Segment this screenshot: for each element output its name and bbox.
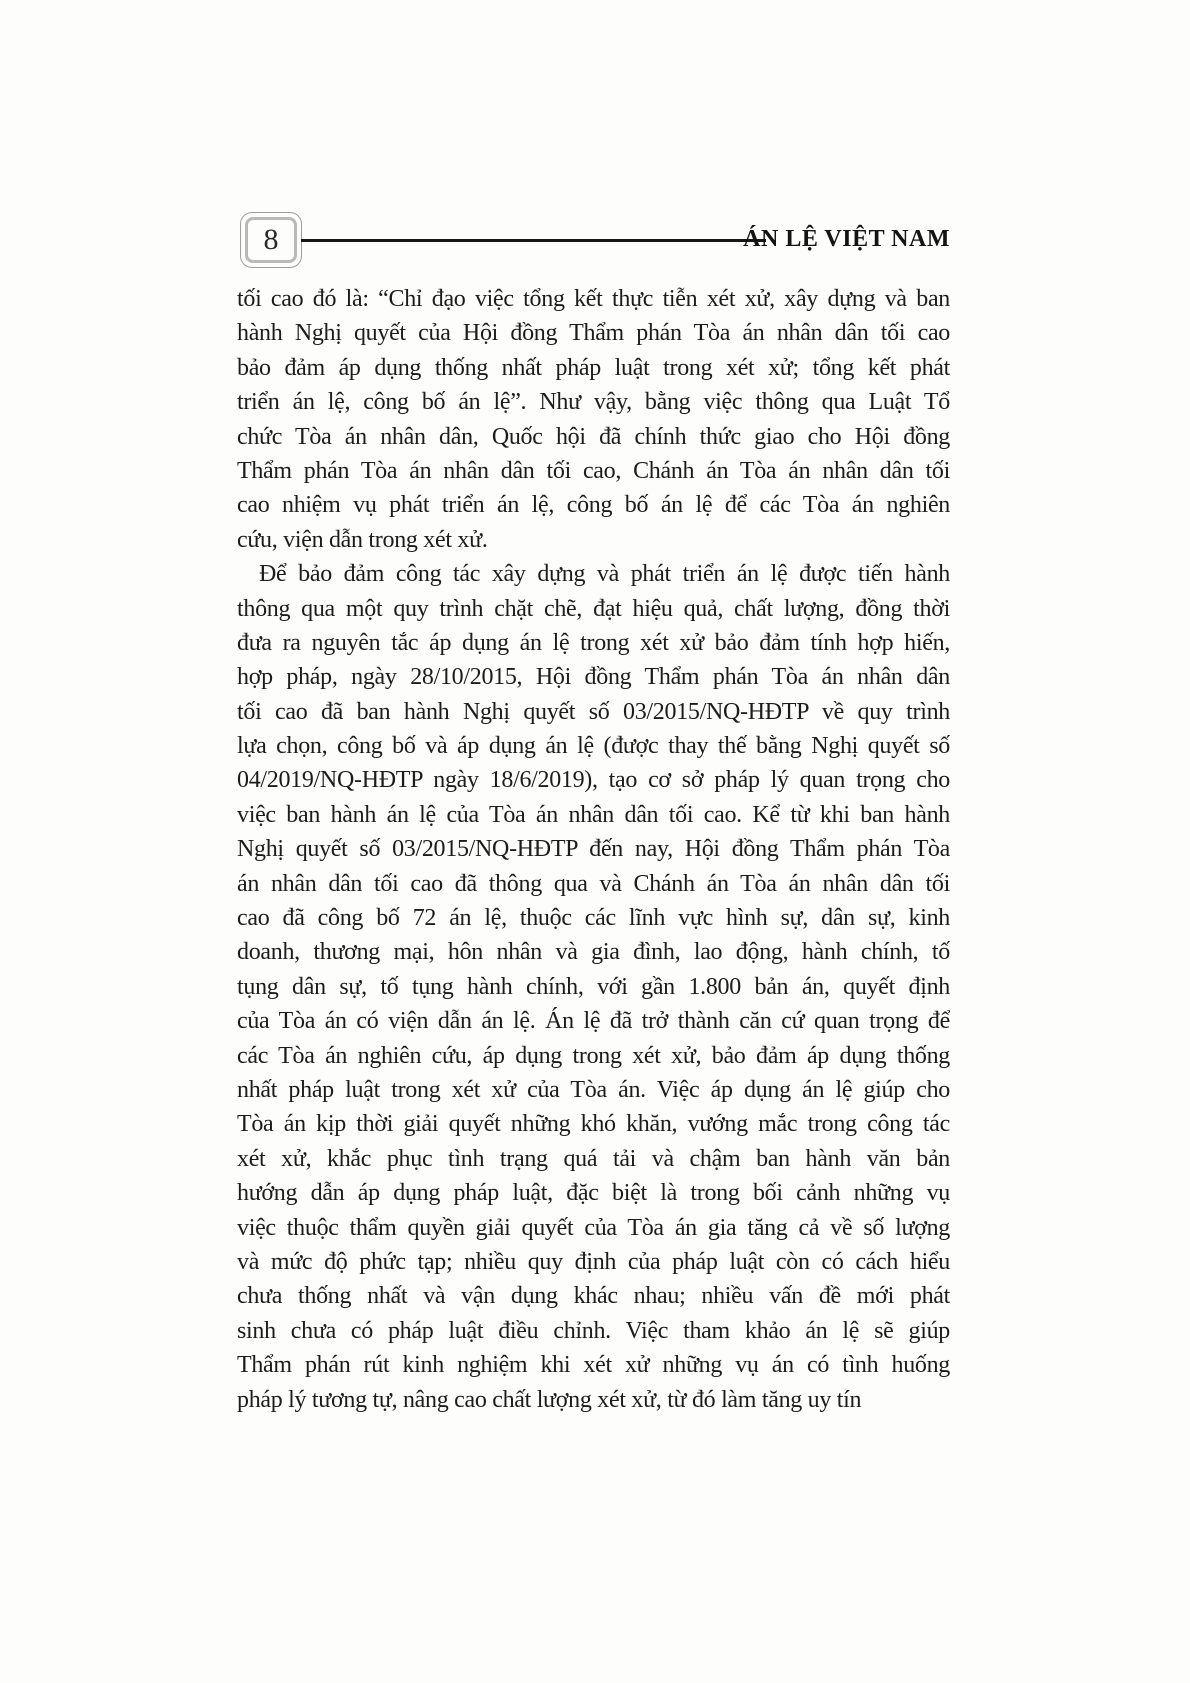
page-number: 8 xyxy=(245,217,297,263)
text-line: đưa ra nguyên tắc áp dụng án lệ trong xét xử bảo đảm tính hợp hiến, xyxy=(237,629,950,656)
paragraph xyxy=(237,557,950,1417)
text-line: thông qua một quy trình chặt chẽ, đạt hiệu quả, chất lượng, đồng thời xyxy=(237,595,950,622)
text-line: và mức độ phức tạp; nhiều quy định của pháp luật còn có cách hiểu xyxy=(237,1248,950,1275)
text-line: sinh chưa có pháp luật điều chỉnh. Việc tham khảo án lệ sẽ giúp xyxy=(237,1317,950,1344)
text-line: cao nhiệm vụ phát triển án lệ, công bố án lệ để các Tòa án nghiên xyxy=(237,492,950,519)
text-line: việc thuộc thẩm quyền giải quyết của Tòa án gia tăng cả về số lượng xyxy=(237,1214,950,1241)
text-line: hành Nghị quyết của Hội đồng Thẩm phán Tòa án nhân dân tối cao xyxy=(237,320,950,347)
header-rule xyxy=(301,239,766,242)
text-line: nhất pháp luật trong xét xử của Tòa án. Việc áp dụng án lệ giúp cho xyxy=(237,1076,950,1103)
body-text xyxy=(237,282,950,1417)
text-line: triển án lệ, công bố án lệ”. Như vậy, bằng việc thông qua Luật Tổ xyxy=(237,389,950,416)
text-line: hướng dẫn áp dụng pháp luật, đặc biệt là trong bối cảnh những vụ xyxy=(237,1180,950,1207)
text-line: tụng dân sự, tố tụng hành chính, với gần 1.800 bản án, quyết định xyxy=(237,973,950,1000)
text-line: án nhân dân tối cao đã thông qua và Chánh án Tòa án nhân dân tối xyxy=(237,870,950,897)
text-line: doanh, thương mại, hôn nhân và gia đình, lao động, hành chính, tố xyxy=(237,939,950,966)
text-line: Để bảo đảm công tác xây dựng và phát triển án lệ được tiến hành xyxy=(259,561,950,588)
text-line: 04/2019/NQ-HĐTP ngày 18/6/2019), tạo cơ sở pháp lý quan trọng cho xyxy=(237,767,950,794)
header-title: ÁN LỆ VIỆT NAM xyxy=(743,226,950,252)
page-header xyxy=(240,210,950,274)
paragraph xyxy=(237,282,950,557)
text-line: lựa chọn, công bố và áp dụng án lệ (được thay thế bằng Nghị quyết số xyxy=(237,733,950,760)
text-line: pháp lý tương tự, nâng cao chất lượng xét xử, từ đó làm tăng uy tín xyxy=(237,1386,862,1413)
text-line: tối cao đã ban hành Nghị quyết số 03/2015/NQ-HĐTP về quy trình xyxy=(237,698,950,725)
text-line: Nghị quyết số 03/2015/NQ-HĐTP đến nay, Hội đồng Thẩm phán Tòa xyxy=(237,836,950,863)
text-line: chức Tòa án nhân dân, Quốc hội đã chính thức giao cho Hội đồng xyxy=(237,423,950,450)
text-line: cứu, viện dẫn trong xét xử. xyxy=(237,526,488,553)
text-line: của Tòa án có viện dẫn án lệ. Án lệ đã trở thành căn cứ quan trọng để xyxy=(237,1008,950,1035)
text-line: Tòa án kịp thời giải quyết những khó khăn, vướng mắc trong công tác xyxy=(237,1111,950,1138)
page-number-badge xyxy=(240,212,302,268)
text-line: chưa thống nhất và vận dụng khác nhau; nhiều vấn đề mới phát xyxy=(237,1283,950,1310)
text-line: tối cao đó là: “Chỉ đạo việc tổng kết thực tiễn xét xử, xây dựng và ban xyxy=(237,286,950,312)
text-line: Thẩm phán Tòa án nhân dân tối cao, Chánh án Tòa án nhân dân tối xyxy=(237,457,950,484)
text-line: bảo đảm áp dụng thống nhất pháp luật trong xét xử; tổng kết phát xyxy=(237,354,950,381)
text-line: cao đã công bố 72 án lệ, thuộc các lĩnh vực hình sự, dân sự, kinh xyxy=(237,905,950,932)
text-line: xét xử, khắc phục tình trạng quá tải và chậm ban hành văn bản xyxy=(237,1145,950,1172)
text-line: việc ban hành án lệ của Tòa án nhân dân tối cao. Kể từ khi ban hành xyxy=(237,801,950,828)
text-line: hợp pháp, ngày 28/10/2015, Hội đồng Thẩm phán Tòa án nhân dân xyxy=(237,664,950,691)
text-line: Thẩm phán rút kinh nghiệm khi xét xử những vụ án có tình huống xyxy=(237,1352,950,1379)
text-line: các Tòa án nghiên cứu, áp dụng trong xét xử, bảo đảm áp dụng thống xyxy=(237,1042,950,1069)
